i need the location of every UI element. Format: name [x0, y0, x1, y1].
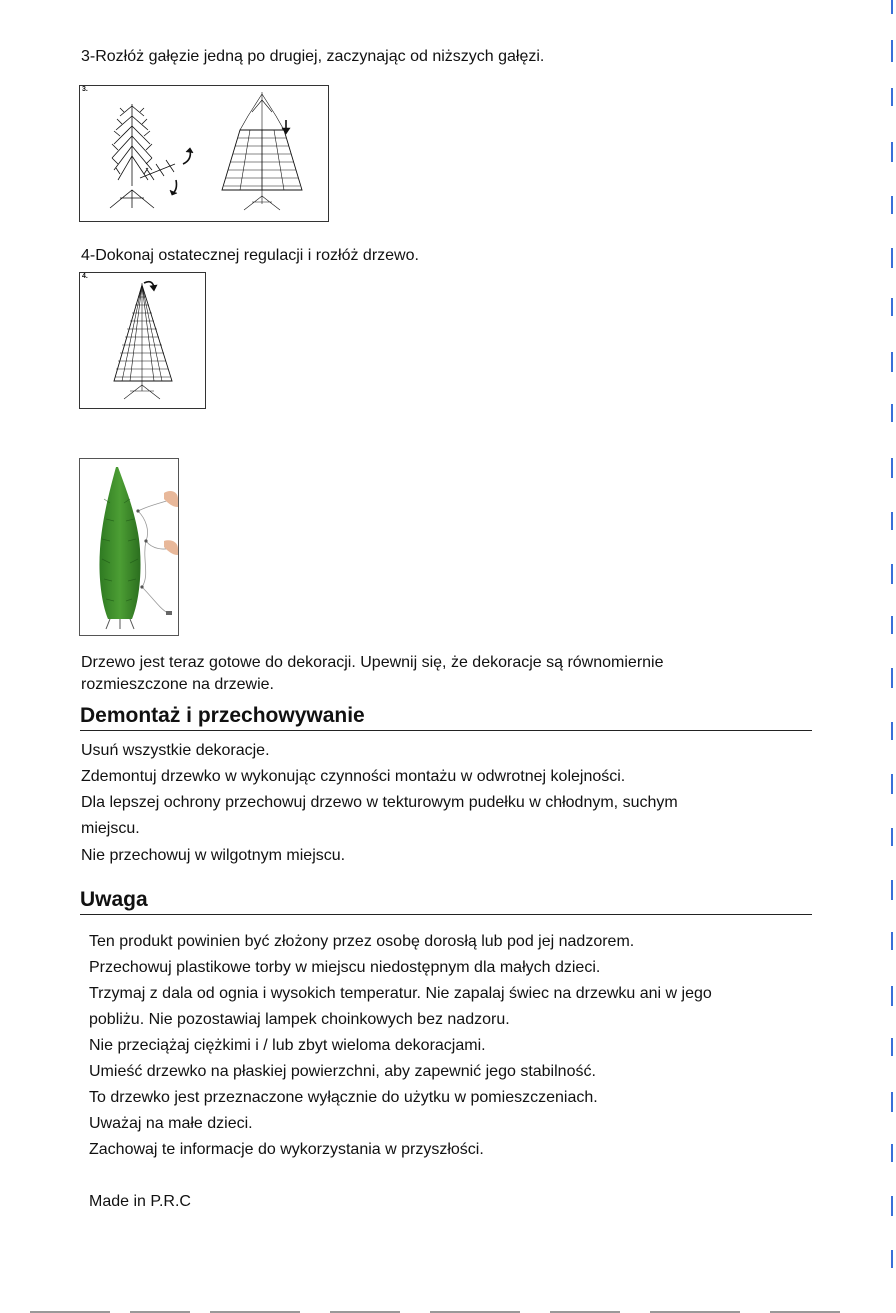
disassembly-divider: [80, 730, 812, 731]
edge-marker: [891, 196, 893, 214]
light-string-icon: [138, 499, 172, 613]
edge-marker: [891, 142, 893, 162]
note-line-3: Trzymaj z dala od ognia i wysokich temperatur. Nie zapalaj świec na drzewku ani w jego: [89, 985, 712, 1002]
note-line-4: pobliżu. Nie pozostawiaj lampek choinkowych bez nadzoru.: [89, 1011, 510, 1028]
edge-marker: [891, 248, 893, 268]
hand-icon: [164, 491, 178, 507]
step-4-figure: [79, 272, 206, 409]
step-3-figure: [79, 85, 329, 222]
step-3-illustration: [80, 86, 328, 221]
note-divider: [80, 914, 812, 915]
disassembly-line-2: Zdemontuj drzewko w wykonując czynności montażu w odwrotnej kolejności.: [81, 768, 626, 785]
note-line-8: Uważaj na małe dzieci.: [89, 1115, 253, 1132]
edge-marker: [891, 1092, 893, 1112]
hand-icon-2: [164, 540, 178, 555]
edge-marker: [891, 986, 893, 1006]
edge-marker: [891, 352, 893, 372]
edge-marker: [891, 404, 893, 422]
edge-marker: [891, 88, 893, 106]
step-3-instruction: 3-Rozłóż gałęzie jedną po drugiej, zaczynając od niższych gałęzi.: [81, 48, 545, 65]
step-4-figure-number: 4.: [82, 273, 88, 280]
edge-marker: [891, 1038, 893, 1056]
note-line-1: Ten produkt powinien być złożony przez osobę dorosłą lub pod jej nadzorem.: [89, 933, 635, 950]
disassembly-line-5: Nie przechowuj w wilgotnym miejscu.: [81, 847, 346, 864]
folded-tree-icon: [110, 104, 193, 208]
tree-foliage-icon: [99, 467, 140, 619]
edge-marker: [891, 1196, 893, 1216]
disassembly-heading: Demontaż i przechowywanie: [80, 704, 365, 727]
edge-marker: [891, 40, 893, 62]
edge-marker: [891, 932, 893, 950]
ready-line-1: Drzewo jest teraz gotowe do dekoracji. Upewnij się, że dekoracje są równomiernie: [81, 654, 664, 671]
note-line-7: To drzewko jest przeznaczone wyłącznie do użytku w pomieszczeniach.: [89, 1089, 598, 1106]
finished-tree-icon: [114, 282, 172, 399]
note-heading: Uwaga: [80, 888, 148, 911]
lit-tree-illustration: [80, 459, 178, 635]
spread-tree-icon: [222, 92, 302, 210]
step-4-instruction: 4-Dokonaj ostatecznej regulacji i rozłóż drzewo.: [81, 247, 419, 264]
edge-marker: [891, 616, 893, 634]
edge-marker: [891, 828, 893, 846]
edge-marker: [891, 722, 893, 740]
edge-marker: [891, 880, 893, 900]
edge-marker: [891, 1144, 893, 1162]
disassembly-line-1: Usuń wszystkie dekoracje.: [81, 742, 270, 759]
edge-marker: [891, 1250, 893, 1268]
edge-marker: [891, 564, 893, 584]
note-line-9: Zachowaj te informacje do wykorzystania w przyszłości.: [89, 1141, 484, 1158]
tree-with-lights-photo: [79, 458, 179, 636]
edge-marker: [891, 298, 893, 316]
edge-marker: [891, 668, 893, 688]
ready-line-2: rozmieszczone na drzewie.: [81, 676, 274, 693]
edge-marker: [891, 0, 893, 14]
note-line-2: Przechowuj plastikowe torby w miejscu niedostępnym dla małych dzieci.: [89, 959, 601, 976]
step-3-figure-number: 3.: [82, 86, 88, 93]
note-line-5: Nie przeciążaj ciężkimi i / lub zbyt wieloma dekoracjami.: [89, 1037, 486, 1054]
step-4-illustration: [80, 273, 205, 408]
edge-marker: [891, 512, 893, 530]
edge-marker: [891, 458, 893, 478]
disassembly-line-4: miejscu.: [81, 820, 140, 837]
note-line-6: Umieść drzewko na płaskiej powierzchni, aby zapewnić jego stabilność.: [89, 1063, 596, 1080]
edge-marker: [891, 774, 893, 794]
disassembly-line-3: Dla lepszej ochrony przechowuj drzewo w tekturowym pudełku w chłodnym, suchym: [81, 794, 678, 811]
origin-label: Made in P.R.C: [89, 1193, 191, 1210]
